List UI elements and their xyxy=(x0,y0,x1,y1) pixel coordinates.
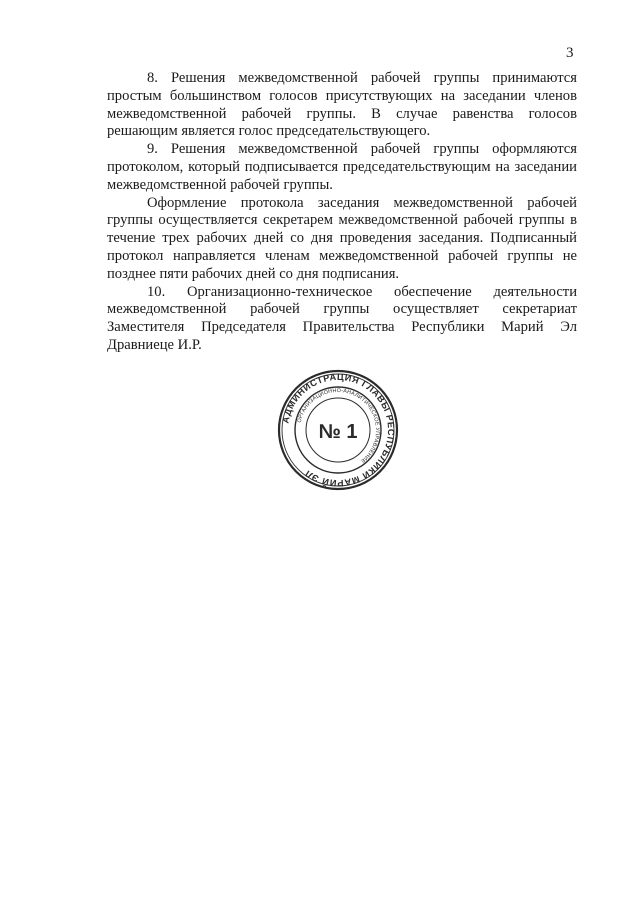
seal-inner-text: ОРГАНИЗАЦИОННО-АНАЛИТИЧЕСКОЕ УПРАВЛЕНИЕ xyxy=(296,387,381,464)
seal-graphic xyxy=(276,368,400,492)
page-number: 3 xyxy=(566,45,574,61)
paragraph-9: 9. Решения межведомственной рабочей группы оформляются протоколом, который подписывается председательствующим на заседании межведомственной рабочей группы. xyxy=(107,141,577,193)
seal-number: № 1 xyxy=(318,421,358,443)
paragraph-protocol: Оформление протокола заседания межведомственной рабочей группы осуществляется секретарем межведомственной рабочей группы в течение трех рабочих дней со дня проведения заседания. Подписанный протокол направляется членам межведомственной рабочей группы не позднее пяти рабочих дней со дня подписания. xyxy=(107,194,577,282)
paragraph-8: 8. Решения межведомственной рабочей группы принимаются простым большинством голосов присутствующих на заседании членов межведомственной рабочей группы. В случае равенства голосов решающим является голос председательствующего. xyxy=(107,70,577,140)
seal-outer-text: АДМИНИСТРАЦИЯ ГЛАВЫ РЕСПУБЛИКИ МАРИЙ ЭЛ xyxy=(280,371,397,489)
official-seal xyxy=(276,368,400,492)
document-body xyxy=(107,70,577,355)
paragraph-10: 10. Организационно-техническое обеспечение деятельности межведомственной рабочей группы осуществляет секретариат Заместителя Председателя Правительства Республики Марий Эл Дравниеце И.Р. xyxy=(107,283,577,353)
